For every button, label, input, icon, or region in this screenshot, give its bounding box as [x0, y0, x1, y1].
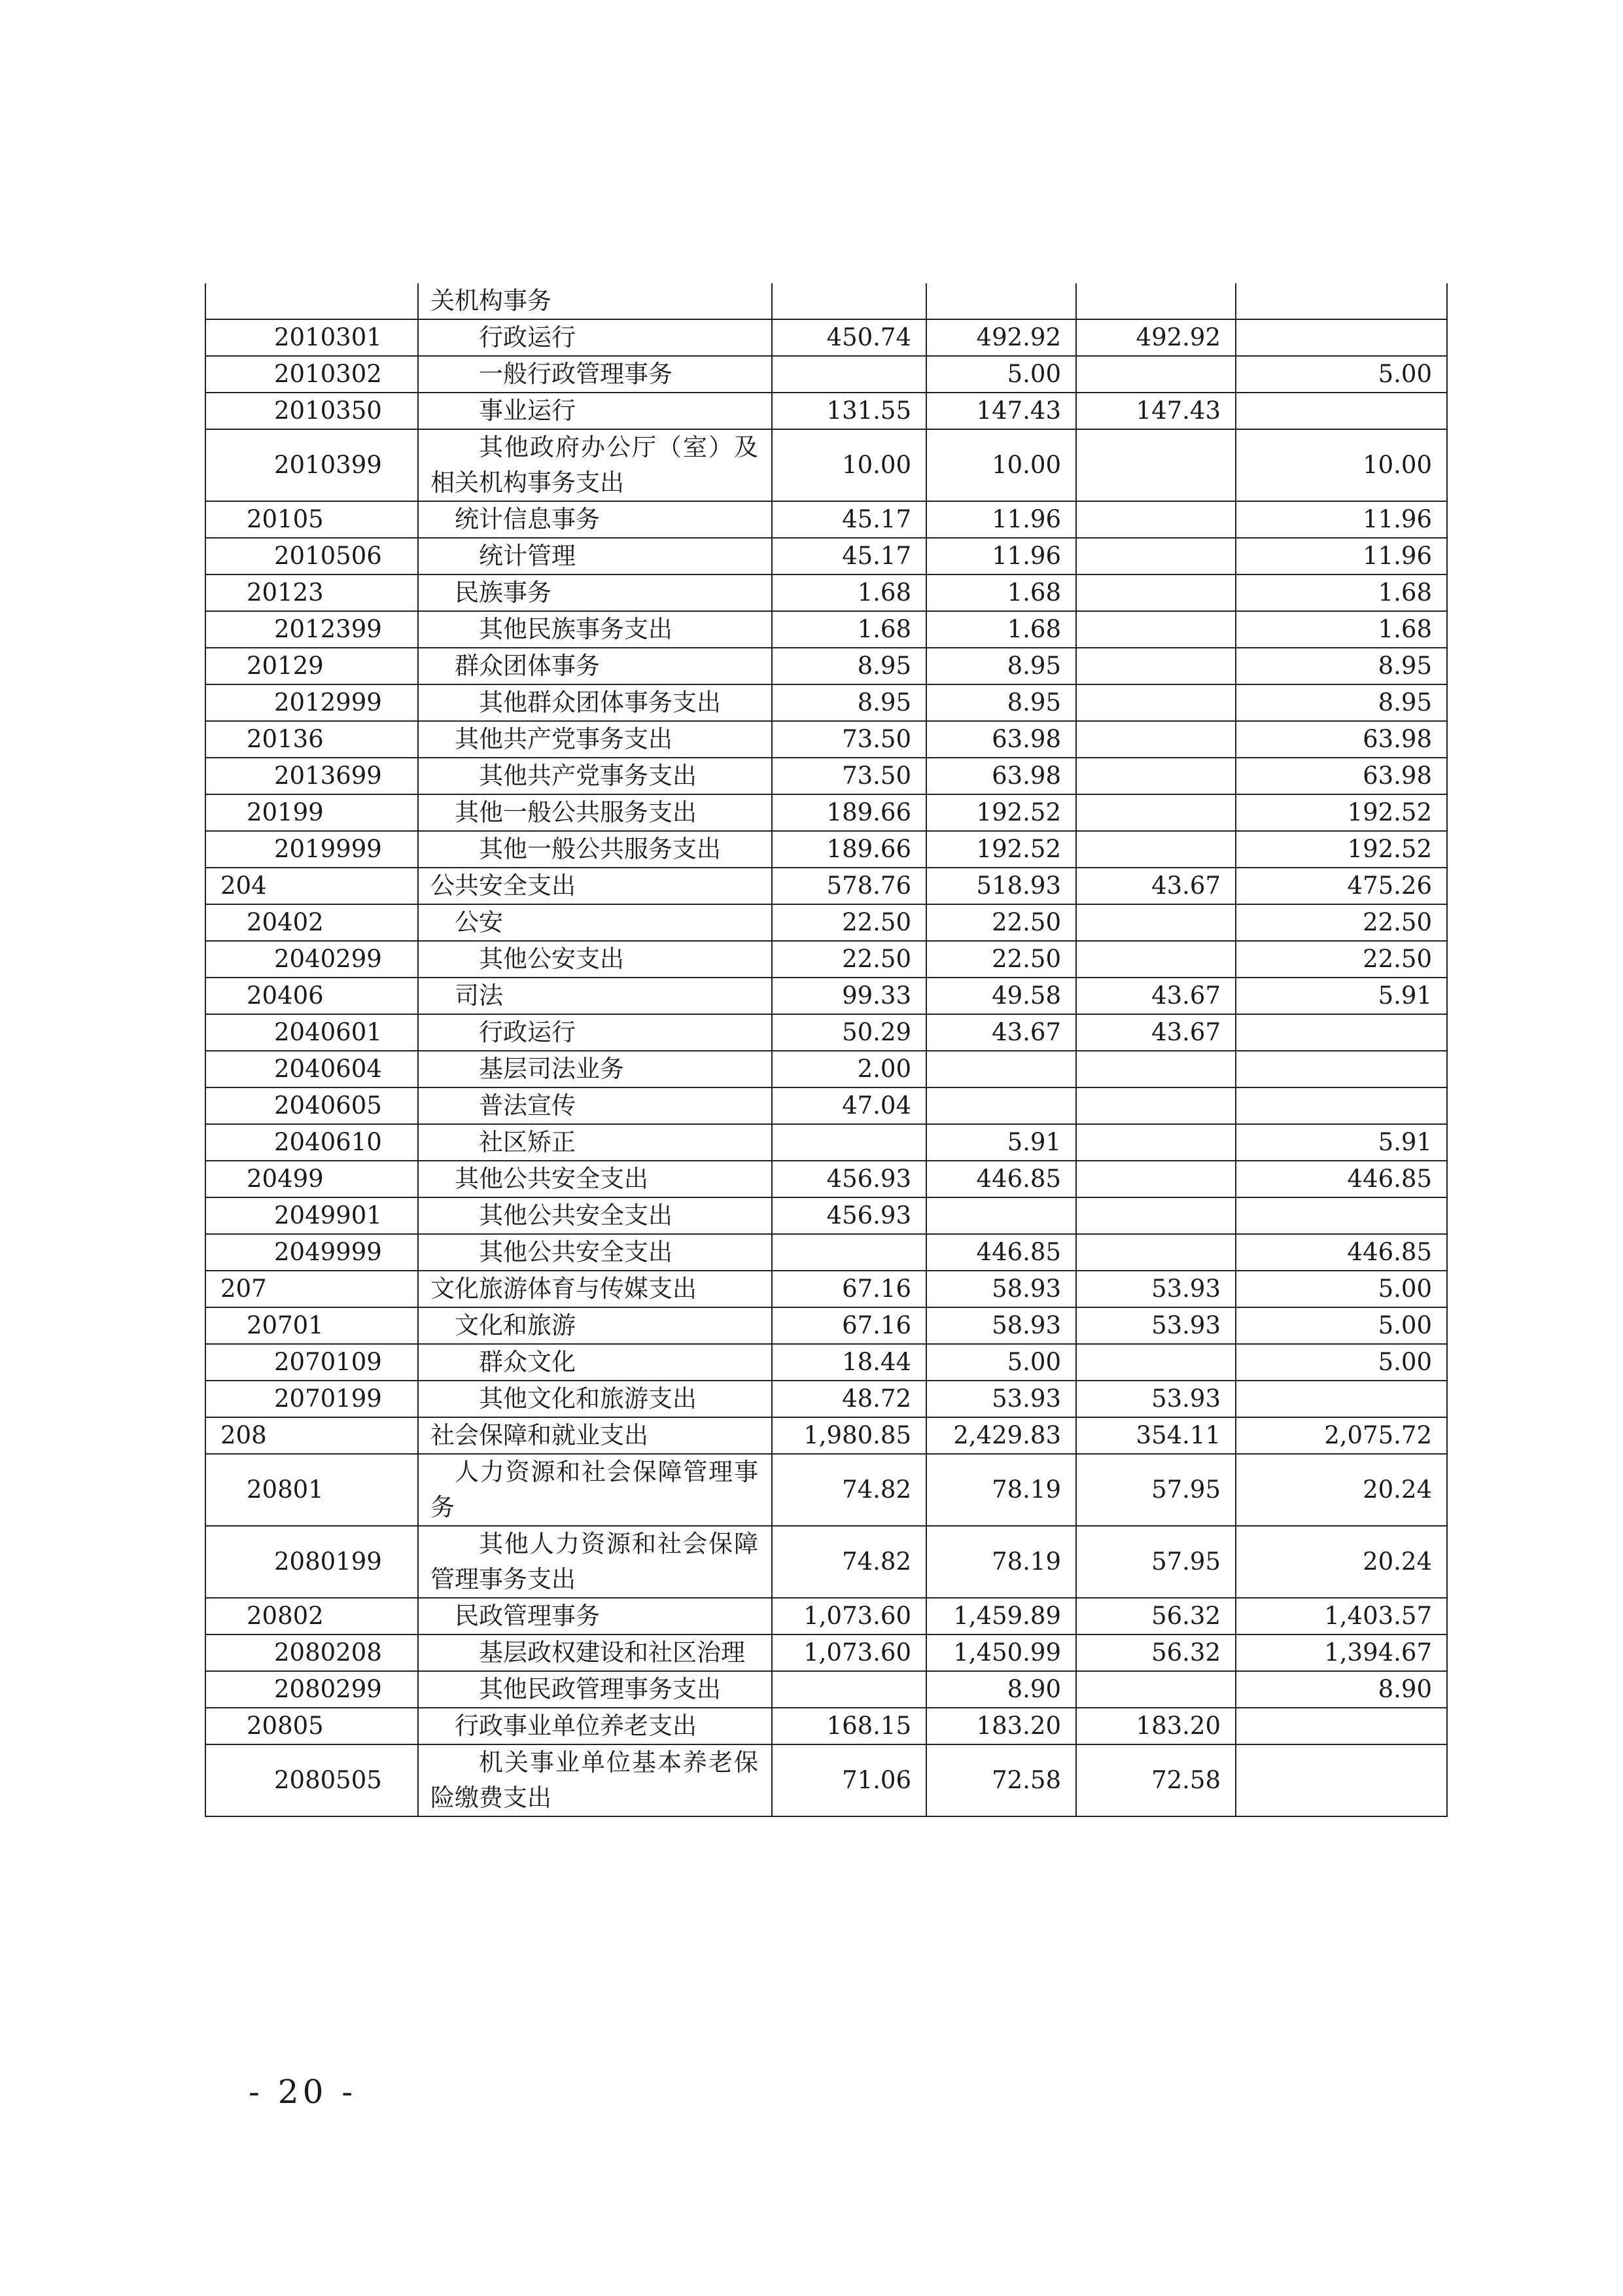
subject-name-cell: 其他群众团体事务支出 — [418, 684, 772, 721]
amount-cell-1: 73.50 — [772, 721, 926, 758]
subject-name-cell: 一般行政管理事务 — [418, 356, 772, 393]
amount-cell-2: 58.93 — [926, 1307, 1076, 1344]
table-row — [205, 1526, 1447, 1598]
amount-cell-1: 450.74 — [772, 319, 926, 356]
amount-cell-2: 63.98 — [926, 758, 1076, 794]
amount-cell-3: 56.32 — [1076, 1634, 1236, 1671]
amount-cell-4: 475.26 — [1236, 868, 1447, 904]
subject-code-cell: 207 — [205, 1271, 418, 1307]
amount-cell-2: 1.68 — [926, 574, 1076, 611]
table-body — [205, 283, 1447, 1816]
amount-cell-3 — [1076, 1671, 1236, 1708]
subject-name-cell: 文化旅游体育与传媒支出 — [418, 1271, 772, 1307]
table-row — [205, 684, 1447, 721]
amount-cell-3: 43.67 — [1076, 1014, 1236, 1051]
amount-cell-4: 5.00 — [1236, 1344, 1447, 1381]
amount-cell-3: 354.11 — [1076, 1417, 1236, 1454]
subject-name-cell: 群众团体事务 — [418, 648, 772, 684]
subject-code-cell: 2049999 — [205, 1234, 418, 1271]
amount-cell-1: 578.76 — [772, 868, 926, 904]
amount-cell-2: 49.58 — [926, 978, 1076, 1014]
table-row — [205, 1234, 1447, 1271]
amount-cell-1: 18.44 — [772, 1344, 926, 1381]
amount-cell-1 — [772, 1234, 926, 1271]
subject-code-cell: 2070109 — [205, 1344, 418, 1381]
amount-cell-4: 20.24 — [1236, 1526, 1447, 1598]
subject-code-cell: 20199 — [205, 794, 418, 831]
amount-cell-3 — [1076, 831, 1236, 868]
amount-cell-4: 8.95 — [1236, 684, 1447, 721]
table-row — [205, 794, 1447, 831]
table-row — [205, 429, 1447, 501]
amount-cell-4: 1,394.67 — [1236, 1634, 1447, 1671]
amount-cell-1: 1.68 — [772, 574, 926, 611]
subject-name-cell: 行政运行 — [418, 1014, 772, 1051]
amount-cell-4: 2,075.72 — [1236, 1417, 1447, 1454]
amount-cell-1: 67.16 — [772, 1271, 926, 1307]
subject-code-cell: 2040601 — [205, 1014, 418, 1051]
subject-code-cell: 2010350 — [205, 393, 418, 429]
amount-cell-2: 22.50 — [926, 941, 1076, 978]
table-row — [205, 283, 1447, 319]
subject-code-cell: 20805 — [205, 1708, 418, 1744]
subject-code-cell: 2010399 — [205, 429, 418, 501]
amount-cell-3: 492.92 — [1076, 319, 1236, 356]
subject-code-cell: 2019999 — [205, 831, 418, 868]
subject-code-cell: 2010302 — [205, 356, 418, 393]
table-row — [205, 319, 1447, 356]
subject-name-cell: 其他公共安全支出 — [418, 1161, 772, 1197]
subject-code-cell: 20123 — [205, 574, 418, 611]
amount-cell-4 — [1236, 283, 1447, 319]
amount-cell-3 — [1076, 1124, 1236, 1161]
amount-cell-3 — [1076, 1197, 1236, 1234]
subject-name-cell: 司法 — [418, 978, 772, 1014]
amount-cell-3: 53.93 — [1076, 1307, 1236, 1344]
amount-cell-3 — [1076, 648, 1236, 684]
amount-cell-3: 53.93 — [1076, 1381, 1236, 1417]
subject-code-cell: 20406 — [205, 978, 418, 1014]
subject-name-cell: 统计管理 — [418, 538, 772, 574]
amount-cell-2: 5.00 — [926, 356, 1076, 393]
amount-cell-4 — [1236, 1087, 1447, 1124]
amount-cell-1: 47.04 — [772, 1087, 926, 1124]
subject-name-cell: 其他公共安全支出 — [418, 1234, 772, 1271]
amount-cell-3: 72.58 — [1076, 1744, 1236, 1816]
amount-cell-4 — [1236, 393, 1447, 429]
subject-code-cell: 204 — [205, 868, 418, 904]
amount-cell-3 — [1076, 941, 1236, 978]
amount-cell-2: 10.00 — [926, 429, 1076, 501]
amount-cell-2: 53.93 — [926, 1381, 1076, 1417]
amount-cell-1 — [772, 1124, 926, 1161]
amount-cell-1: 168.15 — [772, 1708, 926, 1744]
amount-cell-3 — [1076, 538, 1236, 574]
amount-cell-1: 50.29 — [772, 1014, 926, 1051]
table-row — [205, 356, 1447, 393]
amount-cell-4: 5.00 — [1236, 1307, 1447, 1344]
amount-cell-2 — [926, 1051, 1076, 1087]
amount-cell-4 — [1236, 1381, 1447, 1417]
amount-cell-2: 446.85 — [926, 1234, 1076, 1271]
amount-cell-4: 1.68 — [1236, 574, 1447, 611]
amount-cell-2: 492.92 — [926, 319, 1076, 356]
subject-code-cell: 2040605 — [205, 1087, 418, 1124]
table-row — [205, 1161, 1447, 1197]
amount-cell-1: 131.55 — [772, 393, 926, 429]
amount-cell-3 — [1076, 1087, 1236, 1124]
table-row — [205, 758, 1447, 794]
amount-cell-2: 2,429.83 — [926, 1417, 1076, 1454]
table-row — [205, 1344, 1447, 1381]
subject-name-cell: 其他民政管理事务支出 — [418, 1671, 772, 1708]
amount-cell-1: 48.72 — [772, 1381, 926, 1417]
table-row — [205, 1051, 1447, 1087]
table-row — [205, 868, 1447, 904]
table-row — [205, 611, 1447, 648]
amount-cell-4: 446.85 — [1236, 1161, 1447, 1197]
amount-cell-1: 74.82 — [772, 1454, 926, 1526]
table-row — [205, 574, 1447, 611]
amount-cell-4: 192.52 — [1236, 831, 1447, 868]
amount-cell-3 — [1076, 1344, 1236, 1381]
amount-cell-1: 73.50 — [772, 758, 926, 794]
subject-name-cell: 社区矫正 — [418, 1124, 772, 1161]
amount-cell-3 — [1076, 501, 1236, 538]
subject-name-cell: 其他共产党事务支出 — [418, 758, 772, 794]
amount-cell-2: 192.52 — [926, 794, 1076, 831]
subject-code-cell: 2080299 — [205, 1671, 418, 1708]
amount-cell-4: 5.91 — [1236, 1124, 1447, 1161]
amount-cell-4: 5.00 — [1236, 356, 1447, 393]
subject-code-cell: 2013699 — [205, 758, 418, 794]
amount-cell-1: 189.66 — [772, 831, 926, 868]
amount-cell-4: 63.98 — [1236, 721, 1447, 758]
subject-name-cell: 基层司法业务 — [418, 1051, 772, 1087]
subject-code-cell: 2040299 — [205, 941, 418, 978]
amount-cell-2 — [926, 1197, 1076, 1234]
subject-name-cell: 其他文化和旅游支出 — [418, 1381, 772, 1417]
amount-cell-1: 10.00 — [772, 429, 926, 501]
subject-name-cell: 人力资源和社会保障管理事务 — [418, 1454, 772, 1526]
amount-cell-3 — [1076, 283, 1236, 319]
amount-cell-4: 10.00 — [1236, 429, 1447, 501]
amount-cell-2: 8.95 — [926, 648, 1076, 684]
amount-cell-3: 57.95 — [1076, 1526, 1236, 1598]
amount-cell-4: 22.50 — [1236, 941, 1447, 978]
subject-code-cell: 2080505 — [205, 1744, 418, 1816]
table-row — [205, 1598, 1447, 1634]
subject-code-cell: 2080199 — [205, 1526, 418, 1598]
amount-cell-3 — [1076, 1161, 1236, 1197]
amount-cell-2 — [926, 1087, 1076, 1124]
subject-name-cell: 统计信息事务 — [418, 501, 772, 538]
subject-name-cell: 普法宣传 — [418, 1087, 772, 1124]
amount-cell-3: 43.67 — [1076, 868, 1236, 904]
amount-cell-1: 45.17 — [772, 501, 926, 538]
table-row — [205, 1744, 1447, 1816]
table-row — [205, 1307, 1447, 1344]
amount-cell-2: 11.96 — [926, 501, 1076, 538]
subject-code-cell: 2040604 — [205, 1051, 418, 1087]
amount-cell-4: 11.96 — [1236, 501, 1447, 538]
amount-cell-1: 99.33 — [772, 978, 926, 1014]
amount-cell-2: 58.93 — [926, 1271, 1076, 1307]
amount-cell-4: 5.91 — [1236, 978, 1447, 1014]
amount-cell-2: 518.93 — [926, 868, 1076, 904]
amount-cell-4: 5.00 — [1236, 1271, 1447, 1307]
amount-cell-2: 72.58 — [926, 1744, 1076, 1816]
subject-name-cell: 事业运行 — [418, 393, 772, 429]
amount-cell-3 — [1076, 721, 1236, 758]
table-row — [205, 648, 1447, 684]
amount-cell-4: 11.96 — [1236, 538, 1447, 574]
amount-cell-1 — [772, 356, 926, 393]
amount-cell-3 — [1076, 1051, 1236, 1087]
amount-cell-3: 183.20 — [1076, 1708, 1236, 1744]
amount-cell-2: 5.91 — [926, 1124, 1076, 1161]
amount-cell-1: 1,073.60 — [772, 1598, 926, 1634]
amount-cell-3 — [1076, 429, 1236, 501]
amount-cell-4 — [1236, 1014, 1447, 1051]
subject-code-cell: 20402 — [205, 904, 418, 941]
amount-cell-1 — [772, 1671, 926, 1708]
amount-cell-2: 78.19 — [926, 1454, 1076, 1526]
table-row — [205, 978, 1447, 1014]
subject-name-cell: 文化和旅游 — [418, 1307, 772, 1344]
subject-code-cell: 20701 — [205, 1307, 418, 1344]
subject-name-cell: 机关事业单位基本养老保险缴费支出 — [418, 1744, 772, 1816]
amount-cell-3 — [1076, 574, 1236, 611]
amount-cell-4 — [1236, 319, 1447, 356]
amount-cell-3 — [1076, 684, 1236, 721]
subject-name-cell: 其他公共安全支出 — [418, 1197, 772, 1234]
amount-cell-4: 22.50 — [1236, 904, 1447, 941]
amount-cell-2: 78.19 — [926, 1526, 1076, 1598]
subject-code-cell: 2080208 — [205, 1634, 418, 1671]
amount-cell-3: 56.32 — [1076, 1598, 1236, 1634]
amount-cell-2: 5.00 — [926, 1344, 1076, 1381]
amount-cell-2: 183.20 — [926, 1708, 1076, 1744]
subject-name-cell: 公安 — [418, 904, 772, 941]
subject-name-cell: 群众文化 — [418, 1344, 772, 1381]
amount-cell-2: 192.52 — [926, 831, 1076, 868]
subject-name-cell: 其他一般公共服务支出 — [418, 794, 772, 831]
amount-cell-2: 1,450.99 — [926, 1634, 1076, 1671]
subject-code-cell: 2012399 — [205, 611, 418, 648]
table-row — [205, 393, 1447, 429]
table-row — [205, 904, 1447, 941]
amount-cell-2 — [926, 283, 1076, 319]
amount-cell-3: 53.93 — [1076, 1271, 1236, 1307]
subject-code-cell: 20499 — [205, 1161, 418, 1197]
table-row — [205, 1124, 1447, 1161]
amount-cell-3 — [1076, 1234, 1236, 1271]
subject-code-cell — [205, 283, 418, 319]
subject-code-cell: 2040610 — [205, 1124, 418, 1161]
amount-cell-1: 2.00 — [772, 1051, 926, 1087]
amount-cell-4: 1.68 — [1236, 611, 1447, 648]
subject-code-cell: 2049901 — [205, 1197, 418, 1234]
amount-cell-2: 8.90 — [926, 1671, 1076, 1708]
amount-cell-1: 189.66 — [772, 794, 926, 831]
amount-cell-1: 8.95 — [772, 648, 926, 684]
subject-name-cell: 其他一般公共服务支出 — [418, 831, 772, 868]
amount-cell-3 — [1076, 794, 1236, 831]
table-row — [205, 1381, 1447, 1417]
table-row — [205, 1708, 1447, 1744]
amount-cell-2: 22.50 — [926, 904, 1076, 941]
amount-cell-4: 446.85 — [1236, 1234, 1447, 1271]
page-number: - 20 - — [249, 2073, 357, 2111]
amount-cell-2: 446.85 — [926, 1161, 1076, 1197]
amount-cell-2: 1,459.89 — [926, 1598, 1076, 1634]
subject-code-cell: 20129 — [205, 648, 418, 684]
subject-name-cell: 行政运行 — [418, 319, 772, 356]
amount-cell-1: 71.06 — [772, 1744, 926, 1816]
amount-cell-2: 147.43 — [926, 393, 1076, 429]
amount-cell-4: 8.95 — [1236, 648, 1447, 684]
amount-cell-2: 11.96 — [926, 538, 1076, 574]
amount-cell-2: 8.95 — [926, 684, 1076, 721]
table-row — [205, 831, 1447, 868]
subject-name-cell: 民族事务 — [418, 574, 772, 611]
subject-code-cell: 2012999 — [205, 684, 418, 721]
subject-code-cell: 20801 — [205, 1454, 418, 1526]
amount-cell-4: 8.90 — [1236, 1671, 1447, 1708]
subject-code-cell: 2010301 — [205, 319, 418, 356]
amount-cell-3 — [1076, 611, 1236, 648]
table-row — [205, 1014, 1447, 1051]
subject-name-cell: 民政管理事务 — [418, 1598, 772, 1634]
amount-cell-1: 45.17 — [772, 538, 926, 574]
amount-cell-4: 20.24 — [1236, 1454, 1447, 1526]
table-row — [205, 1634, 1447, 1671]
amount-cell-1 — [772, 283, 926, 319]
subject-name-cell: 公共安全支出 — [418, 868, 772, 904]
table-row — [205, 941, 1447, 978]
amount-cell-1: 22.50 — [772, 904, 926, 941]
amount-cell-4 — [1236, 1744, 1447, 1816]
amount-cell-3: 57.95 — [1076, 1454, 1236, 1526]
subject-name-cell: 其他公安支出 — [418, 941, 772, 978]
amount-cell-4 — [1236, 1708, 1447, 1744]
subject-code-cell: 208 — [205, 1417, 418, 1454]
amount-cell-1: 1,073.60 — [772, 1634, 926, 1671]
subject-name-cell: 其他人力资源和社会保障管理事务支出 — [418, 1526, 772, 1598]
amount-cell-1: 22.50 — [772, 941, 926, 978]
amount-cell-2: 63.98 — [926, 721, 1076, 758]
amount-cell-3 — [1076, 904, 1236, 941]
amount-cell-2: 43.67 — [926, 1014, 1076, 1051]
amount-cell-4: 63.98 — [1236, 758, 1447, 794]
amount-cell-1: 74.82 — [772, 1526, 926, 1598]
amount-cell-4 — [1236, 1197, 1447, 1234]
subject-name-cell: 其他民族事务支出 — [418, 611, 772, 648]
table-row — [205, 1271, 1447, 1307]
subject-code-cell: 2010506 — [205, 538, 418, 574]
amount-cell-1: 456.93 — [772, 1161, 926, 1197]
subject-name-cell: 社会保障和就业支出 — [418, 1417, 772, 1454]
subject-code-cell: 20105 — [205, 501, 418, 538]
amount-cell-3 — [1076, 356, 1236, 393]
amount-cell-1: 67.16 — [772, 1307, 926, 1344]
amount-cell-1: 456.93 — [772, 1197, 926, 1234]
amount-cell-2: 1.68 — [926, 611, 1076, 648]
amount-cell-4: 192.52 — [1236, 794, 1447, 831]
amount-cell-3: 147.43 — [1076, 393, 1236, 429]
table-row — [205, 1417, 1447, 1454]
table-row — [205, 721, 1447, 758]
subject-name-cell: 关机构事务 — [418, 283, 772, 319]
amount-cell-3: 43.67 — [1076, 978, 1236, 1014]
subject-code-cell: 20802 — [205, 1598, 418, 1634]
table-row — [205, 1671, 1447, 1708]
amount-cell-1: 1,980.85 — [772, 1417, 926, 1454]
table-row — [205, 1197, 1447, 1234]
amount-cell-3 — [1076, 758, 1236, 794]
amount-cell-4 — [1236, 1051, 1447, 1087]
table-row — [205, 501, 1447, 538]
amount-cell-1: 1.68 — [772, 611, 926, 648]
subject-code-cell: 20136 — [205, 721, 418, 758]
subject-name-cell: 其他共产党事务支出 — [418, 721, 772, 758]
amount-cell-1: 8.95 — [772, 684, 926, 721]
table-row — [205, 538, 1447, 574]
subject-code-cell: 2070199 — [205, 1381, 418, 1417]
budget-expenditure-table — [205, 283, 1448, 1817]
amount-cell-4: 1,403.57 — [1236, 1598, 1447, 1634]
subject-name-cell: 行政事业单位养老支出 — [418, 1708, 772, 1744]
table-row — [205, 1087, 1447, 1124]
table-row — [205, 1454, 1447, 1526]
subject-name-cell: 基层政权建设和社区治理 — [418, 1634, 772, 1671]
subject-name-cell: 其他政府办公厅（室）及相关机构事务支出 — [418, 429, 772, 501]
